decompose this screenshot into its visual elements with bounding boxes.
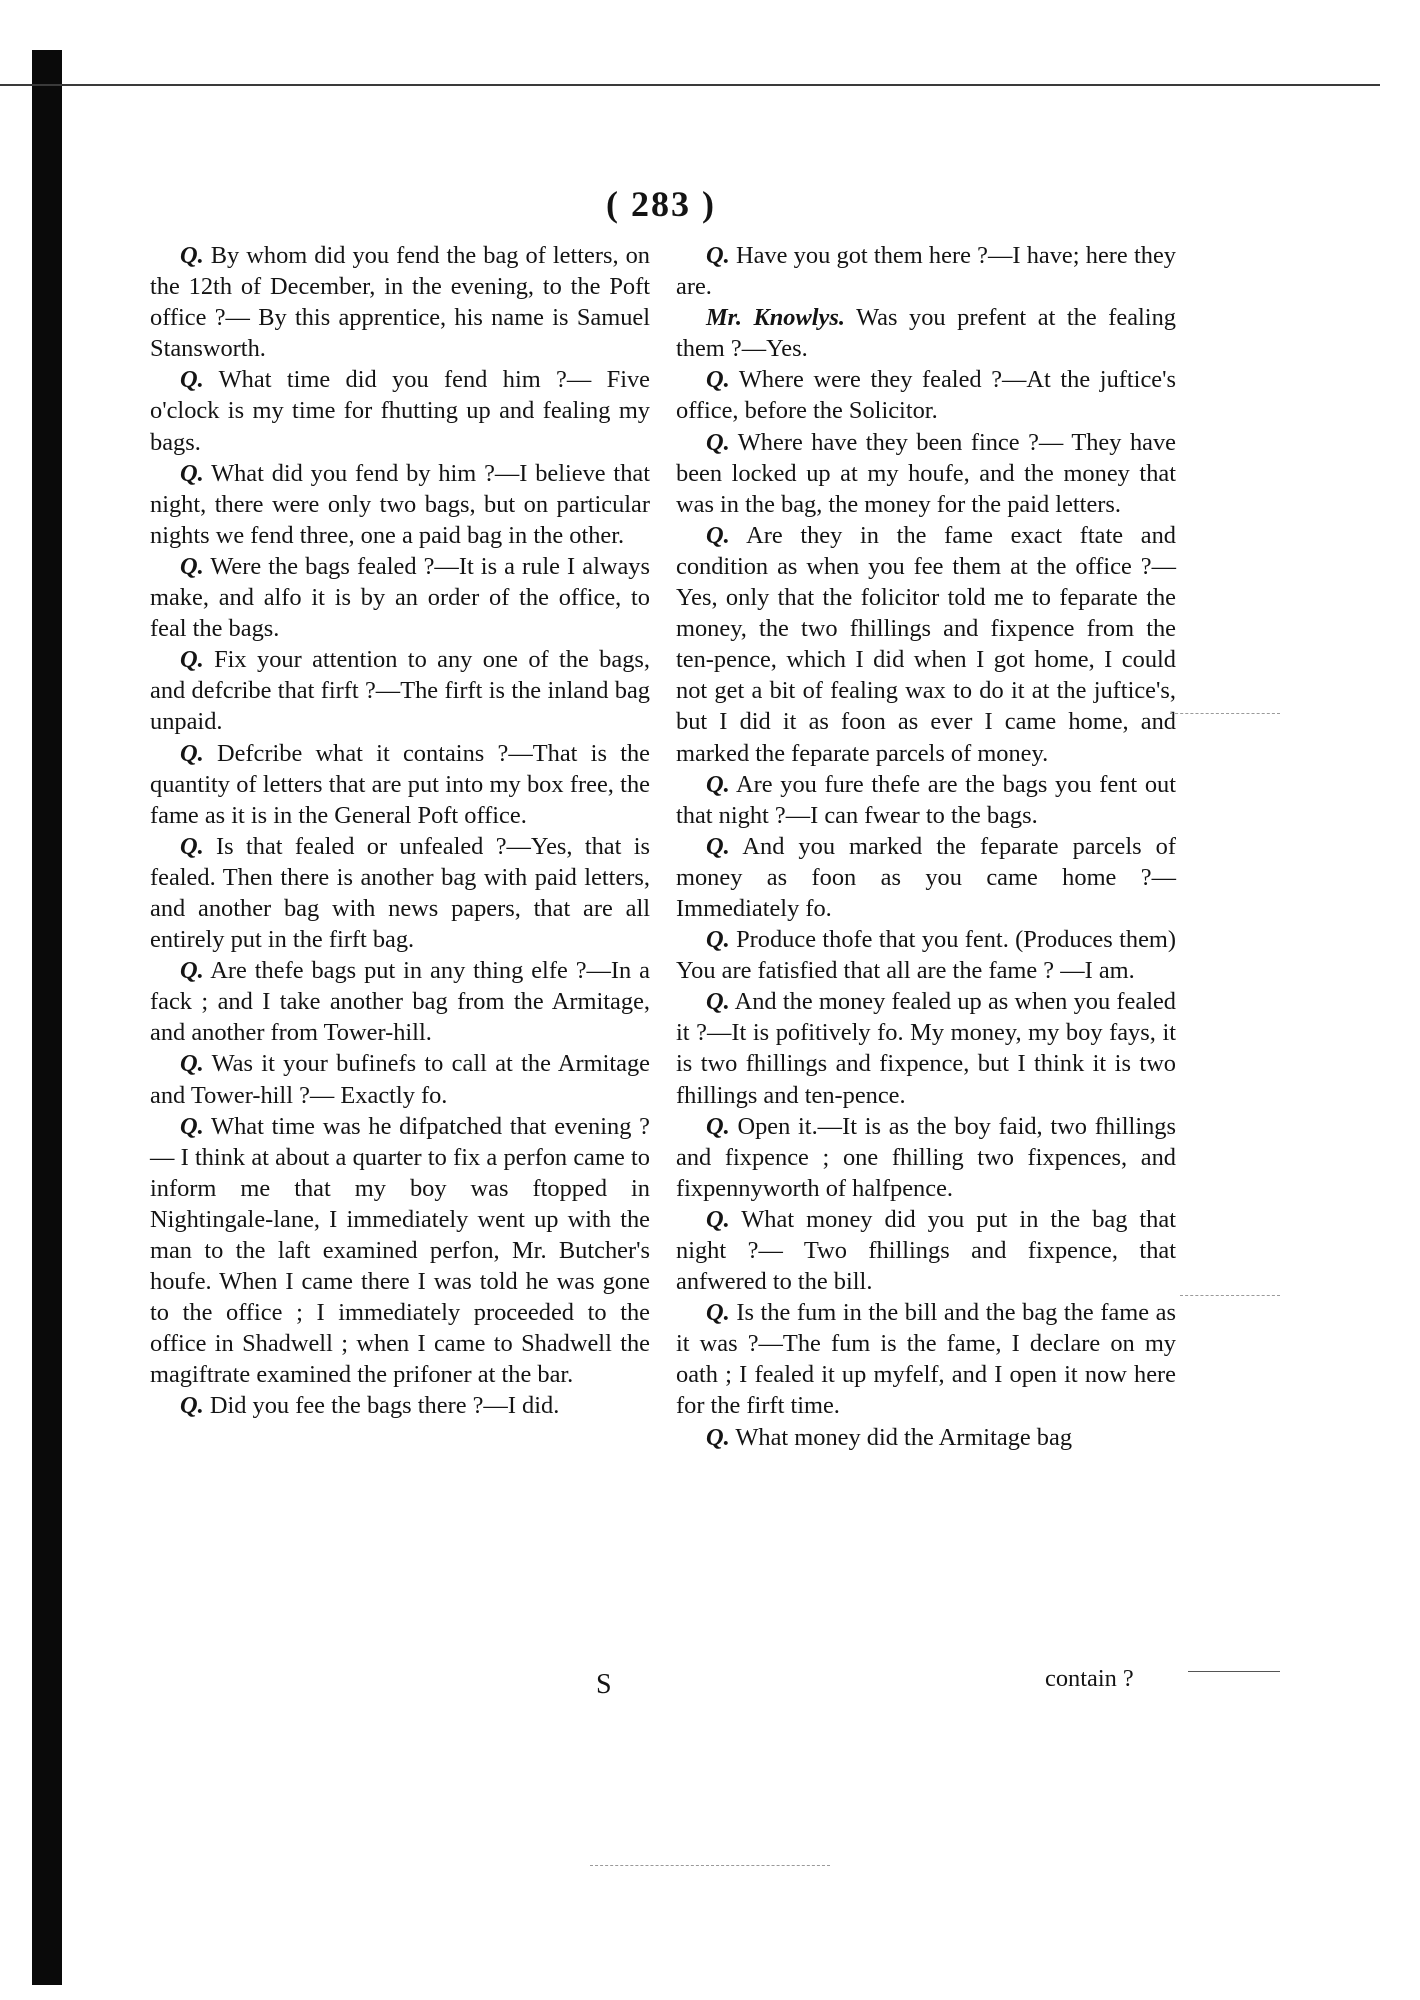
paragraph — [676, 1111, 1176, 1204]
question-mark: Q. — [180, 1050, 204, 1078]
paragraph-text: Defcribe what it contains ?—That is the quantity of letters that are put into my box free, the fame as it is in the General Poft office. — [150, 739, 650, 829]
question-mark: Q. — [706, 242, 730, 269]
paragraph — [676, 1204, 1176, 1297]
paragraph-text: Have you got them here ?—I have; here they are. — [676, 242, 1176, 301]
paragraph — [150, 240, 650, 364]
margin-rule — [1180, 1295, 1280, 1296]
paragraph — [676, 769, 1176, 831]
paragraph-text: By whom did you fend the bag of letters, on the 12th of December, in the evening, to the Poft office ?— By this apprentice, his name is Samuel Stansworth. — [150, 242, 651, 363]
paragraph — [676, 924, 1176, 986]
question-mark: Q. — [180, 739, 204, 767]
question-mark: Q. — [706, 770, 730, 798]
paragraph — [150, 364, 650, 457]
question-mark: Q. — [706, 988, 730, 1016]
paragraph — [150, 831, 650, 955]
paragraph — [676, 240, 1176, 302]
paragraph-text: And the money fealed up as when you fealed it ?—It is pofitively fo. My money, my boy fays, it is two fhillings and fixpence, but I think it is two fhillings and ten-pence. — [676, 988, 1176, 1109]
paragraph — [150, 644, 650, 737]
speaker-name: Mr. Knowlys. — [706, 304, 845, 332]
paragraph-text: What time did you fend him ?— Five o'clock is my time for fhutting up and fealing my bags. — [150, 366, 650, 456]
paragraph-text: Where were they fealed ?—At the juftice's office, before the Solicitor. — [676, 366, 1176, 425]
question-mark: Q. — [180, 832, 204, 860]
question-mark: Q. — [180, 1392, 204, 1420]
paragraph-text: Produce thofe that you fent. (Produces them) You are fatisfied that all are the fame ? —I am. — [676, 926, 1176, 985]
paragraph-text: Was it your bufinefs to call at the Armitage and Tower-hill ?— Exactly fo. — [150, 1050, 650, 1109]
page-number: ( 283 ) — [606, 184, 716, 224]
paragraph — [150, 1390, 650, 1421]
paragraph-text: Were the bags fealed ?—It is a rule I always make, and alfo it is by an order of the office, to feal the bags. — [150, 552, 650, 643]
question-mark: Q. — [706, 521, 730, 549]
right-column — [676, 240, 1176, 1453]
paragraph — [676, 831, 1176, 924]
binding-edge — [32, 50, 62, 1985]
paragraph-text: Are they in the fame exact ftate and condition as when you fee them at the office ?—Yes, only that the folicitor told me to feparate the money, the two fhillings and fixpence from the ten-pence, which I did when I got home, I could not get a bit of fealing wax to do it at the juftice's, but I did it as foon as ever I came home, and marked the feparate parcels of money. — [676, 521, 1176, 767]
paragraph — [150, 1111, 650, 1391]
question-mark: Q. — [706, 1205, 730, 1233]
paragraph-text: What money did you put in the bag that night ?— Two fhillings and fixpence, that anfwered to the bill. — [676, 1205, 1176, 1296]
paragraph-text: Where have they been fince ?— They have been locked up at my houfe, and the money that was in the bag, the money for the paid letters. — [676, 428, 1176, 518]
bleed-through-rule — [590, 1865, 830, 1866]
paragraph-text: Fix your attention to any one of the bags, and defcribe that firft ?—The firft is the inland bag unpaid. — [150, 646, 650, 736]
paragraph — [150, 551, 650, 644]
question-mark: Q. — [180, 552, 204, 580]
question-mark: Q. — [706, 1299, 730, 1327]
paragraph-text: Are you fure thefe are the bags you fent out that night ?—I can fwear to the bags. — [676, 770, 1176, 829]
paragraph — [676, 986, 1176, 1110]
paragraph — [150, 458, 650, 551]
left-column — [150, 240, 650, 1422]
paragraph — [676, 1422, 1176, 1453]
question-mark: Q. — [180, 459, 204, 487]
paragraph-text: What time was he difpatched that evening ?— I think at about a quarter to fix a perfon came to inform me that my boy was ftopped in Nightingale-lane, I immediately went up with the man to the laft examined perfon, Mr. Butcher's houfe. When I came there I was told he was gone to the office ; I immediately proceeded to the office in Shadwell ; when I came to Shadwell the magiftrate examined the prifoner at the bar. — [150, 1112, 650, 1389]
paragraph — [676, 302, 1176, 364]
paragraph — [676, 427, 1176, 520]
paragraph — [676, 364, 1176, 426]
question-mark: Q. — [706, 1112, 730, 1140]
margin-rule — [1170, 713, 1280, 714]
question-mark: Q. — [180, 242, 204, 269]
paragraph-text: Did you fee the bags there ?—I did. — [209, 1392, 560, 1420]
paragraph — [676, 520, 1176, 769]
paragraph-text: Are thefe bags put in any thing elfe ?—In a fack ; and I take another bag from the Armitage, and another from Tower-hill. — [150, 957, 650, 1047]
question-mark: Q. — [706, 832, 730, 860]
question-mark: Q. — [706, 366, 730, 394]
paragraph-text: What did you fend by him ?—I believe that night, there were only two bags, but on particular nights we fend three, one a paid bag in the other. — [150, 459, 650, 549]
question-mark: Q. — [180, 646, 204, 674]
paragraph — [150, 738, 650, 831]
question-mark: Q. — [180, 1112, 204, 1140]
paragraph-text: And you marked the feparate parcels of money as foon as you came home ?— Immediately fo. — [676, 832, 1176, 922]
paragraph-text: What money did the Armitage bag — [735, 1423, 1073, 1451]
question-mark: Q. — [180, 366, 204, 394]
signature-mark: S — [596, 1669, 612, 1700]
question-mark: Q. — [180, 957, 204, 985]
question-mark: Q. — [706, 926, 730, 954]
paragraph — [150, 1048, 650, 1110]
top-rule — [0, 84, 1380, 86]
paragraph-text: Is that fealed or unfealed ?—Yes, that is fealed. Then there is another bag with paid letters, and another bag with news papers, that are all entirely put in the firft bag. — [150, 832, 650, 954]
paragraph — [150, 955, 650, 1048]
paragraph-text: Is the fum in the bill and the bag the fame as it was ?—The fum is the fame, I declare on my oath ; I fealed it up myfelf, and I open it now here for the firft time. — [676, 1299, 1176, 1420]
paragraph-text: Open it.—It is as the boy faid, two fhillings and fixpence ; one fhilling two fixpences, and fixpennyworth of halfpence. — [676, 1112, 1176, 1202]
paragraph-text: Was you prefent at the fealing them ?—Yes. — [676, 304, 1176, 363]
margin-rule — [1188, 1671, 1280, 1672]
catchword: contain ? — [1045, 1665, 1134, 1692]
question-mark: Q. — [706, 428, 730, 456]
question-mark: Q. — [706, 1423, 730, 1451]
paragraph — [676, 1297, 1176, 1421]
